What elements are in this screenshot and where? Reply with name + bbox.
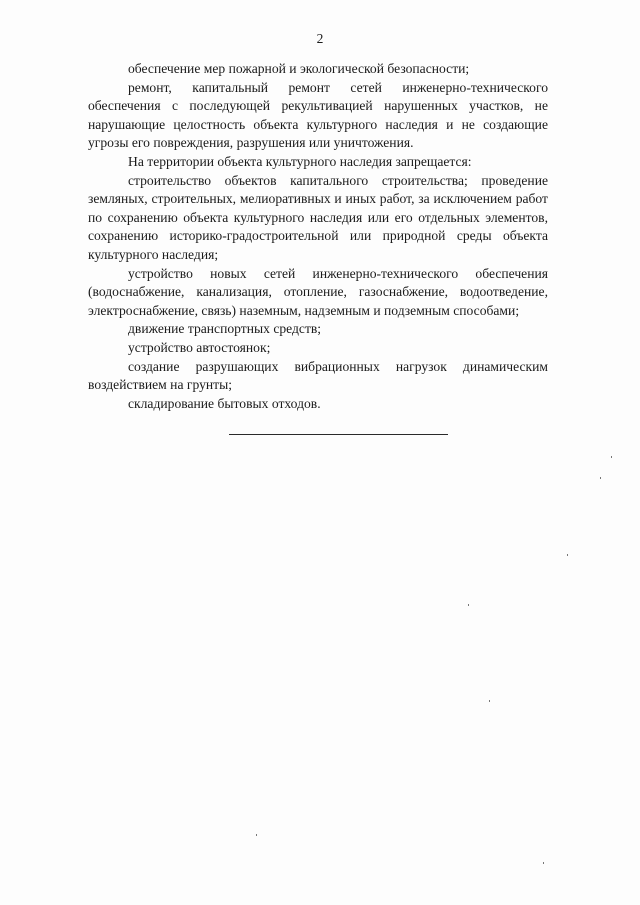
scan-speck <box>489 700 490 702</box>
paragraph-fire-safety: обеспечение мер пожарной и экологической безопасности; <box>128 61 470 76</box>
paragraph-new-networks-ban: устройство новых сетей инженерно-технического обеспечения (водоснабжение, канализация, отопление, газоснабжение, водоотведение, электроснабжение, связь) наземным, надземным и подземным способами; <box>88 265 548 318</box>
end-of-text-rule <box>229 434 448 435</box>
paragraph-parking-ban: устройство автостоянок; <box>128 339 271 355</box>
paragraph-traffic-ban: движение транспортных средств; <box>128 321 322 337</box>
document-body <box>88 60 548 413</box>
scan-speck <box>543 862 544 864</box>
paragraph-network-repair: ремонт, капитальный ремонт сетей инженерно-технического обеспечения с последующей рекультивацией нарушенных участков, не нарушающие целостность объекта культурного наследия и не создающие угрозы его повреждения, разрушения или уничтожения. <box>88 79 548 151</box>
scan-speck <box>256 834 257 836</box>
paragraph-waste-ban: складирование бытовых отходов. <box>128 395 321 411</box>
scan-speck <box>567 554 568 556</box>
paragraph-construction-ban: строительство объектов капитального строительства; проведение земляных, строительных, мелиоративных и иных работ, за исключением работ по сохранению объекта культурного наследия или его отдельных элементов, сохранению историко-градостроительной или природной среды объекта культурного наследия; <box>88 172 548 262</box>
page-number: 2 <box>316 31 324 46</box>
paragraph-prohibitions-heading: На территории объекта культурного наследия запрещается: <box>128 153 472 169</box>
scan-speck <box>611 456 612 458</box>
scan-speck <box>468 604 469 606</box>
scan-speck <box>600 477 601 479</box>
paragraph-vibration-ban: создание разрушающих вибрационных нагрузок динамическим воздействием на грунты; <box>88 358 548 393</box>
